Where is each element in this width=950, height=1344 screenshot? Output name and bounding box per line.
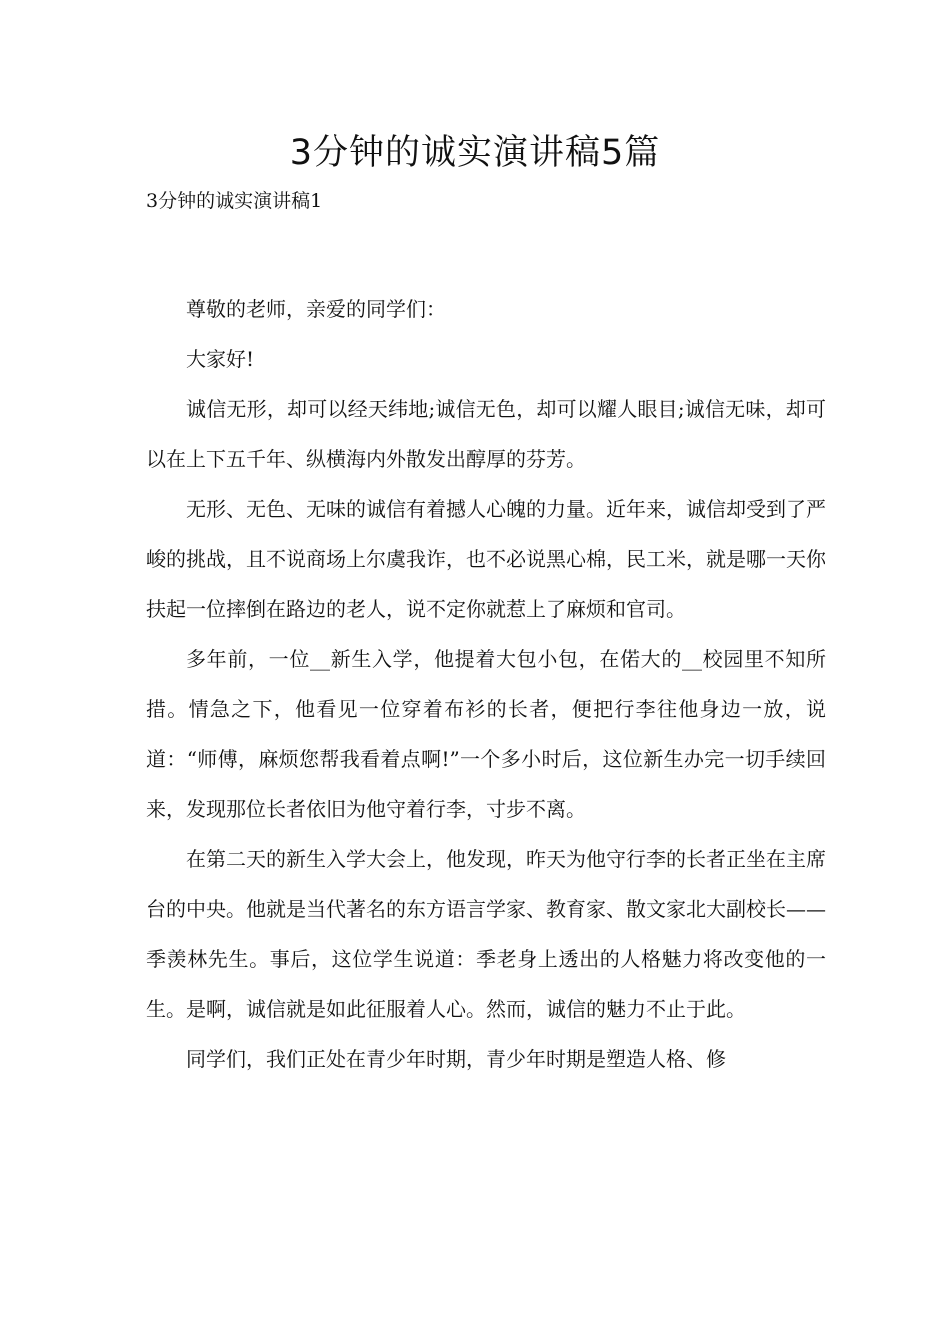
paragraph: 同学们，我们正处在青少年时期，青少年时期是塑造人格、修 [186, 1047, 726, 1071]
paragraph: 诚信无形，却可以经天纬地;诚信无色，却可以耀人眼目;诚信无味，却可以在上下五千年、纵横海内外散发出醇厚的芬芳。 [146, 397, 826, 471]
document-body [146, 284, 826, 1084]
document-title: 3分钟的诚实演讲稿5篇 [289, 133, 661, 173]
paragraph-hello: 大家好! [186, 347, 255, 371]
paragraph: 无形、无色、无味的诚信有着撼人心魄的力量。近年来，诚信却受到了严峻的挑战，且不说商场上尔虞我诈，也不必说黑心棉，民工米，就是哪一天你扶起一位摔倒在路边的老人，说不定你就惹上了麻烦和官司。 [146, 497, 826, 621]
paragraph: 在第二天的新生入学大会上，他发现，昨天为他守行李的长者正坐在主席台的中央。他就是当代著名的东方语言学家、教育家、散文家北大副校长——季羡林先生。事后，这位学生说道：季老身上透出的人格魅力将改变他的一生。是啊，诚信就是如此征服着人心。然而，诚信的魅力不止于此。 [146, 847, 826, 1021]
paragraph-greeting: 尊敬的老师，亲爱的同学们： [186, 297, 446, 321]
document-subtitle: 3分钟的诚实演讲稿1 [146, 190, 323, 212]
paragraph: 多年前，一位__新生入学，他提着大包小包，在偌大的__校园里不知所措。情急之下，他看见一位穿着布衫的长者，便把行李往他身边一放，说道：“师傅，麻烦您帮我看着点啊!”一个多小时后，这位新生办完一切手续回来，发现那位长者依旧为他守着行李，寸步不离。 [146, 647, 826, 821]
